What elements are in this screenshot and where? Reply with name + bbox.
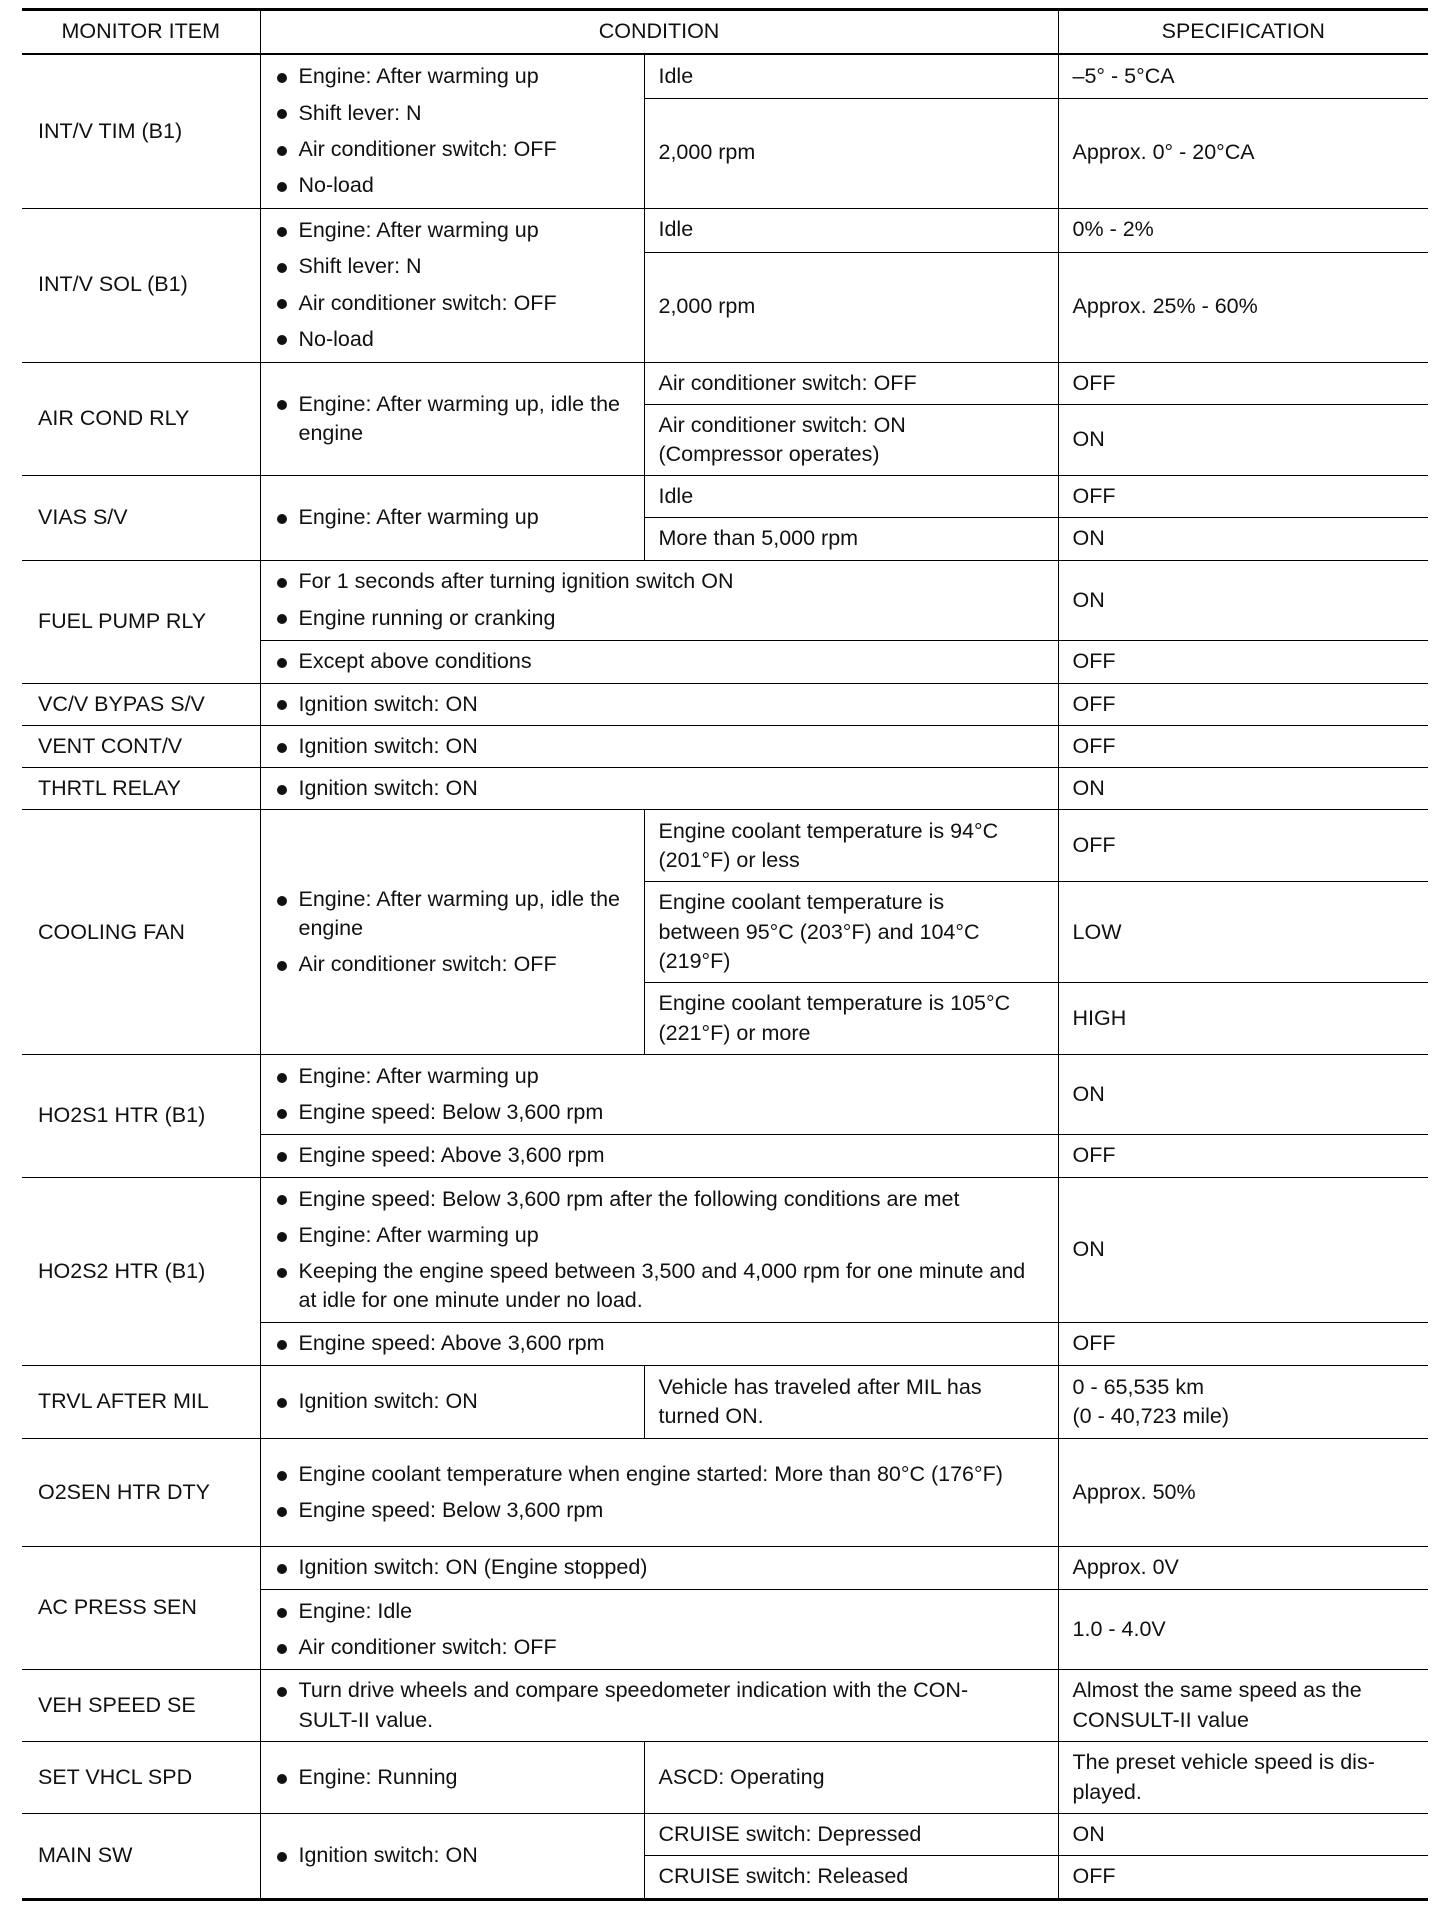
condition-cell	[260, 1742, 644, 1814]
condition-cell	[260, 1135, 1058, 1178]
sub-condition: CRUISE switch: Depressed	[644, 1814, 1058, 1856]
sub-condition: Idle	[644, 208, 1058, 252]
specification: HIGH	[1058, 983, 1428, 1055]
sub-condition: More than 5,000 rpm	[644, 518, 1058, 560]
condition-cell	[260, 810, 644, 1055]
condition-line: Turn drive wheels and compare speedometer indication with the CON-	[298, 1678, 969, 1703]
specification	[1058, 1742, 1428, 1814]
condition-bullet: Engine: After warming up	[275, 62, 630, 91]
specification: OFF	[1058, 640, 1428, 683]
specification: OFF	[1058, 362, 1428, 404]
sub-condition-line: turned ON.	[658, 1404, 764, 1429]
sub-condition	[644, 404, 1058, 475]
condition-bullet: Ignition switch: ON	[275, 690, 1044, 719]
condition-bullet: Except above conditions	[275, 647, 1044, 676]
condition-cell	[260, 683, 1058, 725]
monitor-item: INT/V SOL (B1)	[22, 208, 260, 362]
specification: ON	[1058, 1814, 1428, 1856]
condition-bullet: Air conditioner switch: OFF	[275, 1633, 1044, 1662]
condition-cell	[260, 1178, 1058, 1323]
specification-line: The preset vehicle speed is dis-	[1072, 1750, 1375, 1775]
condition-bullet: Shift lever: N	[275, 99, 630, 128]
sub-condition-line: Vehicle has traveled after MIL has	[658, 1374, 982, 1399]
monitor-spec-table	[22, 8, 1428, 1901]
table-row	[22, 1547, 1428, 1590]
specification: Approx. 0° - 20°CA	[1058, 98, 1428, 208]
condition-bullet: Engine speed: Below 3,600 rpm	[275, 1496, 1044, 1525]
specification: ON	[1058, 518, 1428, 560]
sub-condition	[644, 810, 1058, 882]
condition-cell	[260, 1366, 644, 1439]
header-monitor-item: MONITOR ITEM	[22, 10, 260, 55]
condition-cell	[260, 1323, 1058, 1366]
table-row	[22, 1670, 1428, 1742]
specification: ON	[1058, 560, 1428, 640]
condition-bullet: Engine speed: Above 3,600 rpm	[275, 1141, 1044, 1170]
sub-condition-line: (Compressor operates)	[658, 441, 880, 466]
specification: OFF	[1058, 1135, 1428, 1178]
condition-bullet: Ignition switch: ON	[275, 1841, 630, 1870]
sub-condition-line: Engine coolant temperature is 94°C	[658, 818, 999, 843]
table-row	[22, 560, 1428, 640]
specification: OFF	[1058, 1856, 1428, 1899]
specification-line: (0 - 40,723 mile)	[1072, 1404, 1230, 1429]
condition-line: SULT-II value.	[298, 1707, 434, 1732]
specification: OFF	[1058, 725, 1428, 767]
sub-condition: Idle	[644, 476, 1058, 518]
specification: ON	[1058, 1178, 1428, 1323]
table-row	[22, 810, 1428, 882]
table-row	[22, 1366, 1428, 1439]
sub-condition	[644, 1366, 1058, 1439]
table-row	[22, 54, 1428, 98]
monitor-item: TRVL AFTER MIL	[22, 1366, 260, 1439]
condition-bullet: Ignition switch: ON (Engine stopped)	[275, 1553, 1044, 1582]
monitor-item: MAIN SW	[22, 1814, 260, 1899]
specification: 0% - 2%	[1058, 208, 1428, 252]
sub-condition: Idle	[644, 54, 1058, 98]
condition-bullet: Engine: Running	[275, 1763, 630, 1792]
condition-bullet	[275, 1676, 1044, 1734]
condition-cell	[260, 1670, 1058, 1742]
table-row	[22, 1814, 1428, 1856]
specification: –5° - 5°CA	[1058, 54, 1428, 98]
condition-cell	[260, 54, 644, 208]
sub-condition-line: Engine coolant temperature is	[658, 890, 945, 915]
condition-bullet: Shift lever: N	[275, 252, 630, 281]
condition-cell	[260, 1590, 1058, 1670]
monitor-item: VC/V BYPAS S/V	[22, 683, 260, 725]
sub-condition-line: Air conditioner switch: ON	[658, 412, 906, 437]
table-row	[22, 725, 1428, 767]
table-row	[22, 208, 1428, 252]
specification: OFF	[1058, 476, 1428, 518]
condition-cell	[260, 1439, 1058, 1547]
monitor-item: VEH SPEED SE	[22, 1670, 260, 1742]
sub-condition: Air conditioner switch: OFF	[644, 362, 1058, 404]
condition-bullet: No-load	[275, 171, 630, 200]
condition-bullet: Air conditioner switch: OFF	[275, 950, 630, 979]
monitor-item: AIR COND RLY	[22, 362, 260, 476]
table-row	[22, 1178, 1428, 1323]
condition-cell	[260, 1055, 1058, 1135]
condition-bullet: Engine: After warming up, idle the engine	[275, 390, 630, 448]
monitor-item: AC PRESS SEN	[22, 1547, 260, 1670]
condition-cell	[260, 208, 644, 362]
specification-line: played.	[1072, 1779, 1142, 1804]
sub-condition: 2,000 rpm	[644, 98, 1058, 208]
condition-bullet: Ignition switch: ON	[275, 1387, 630, 1416]
sub-condition-line: (219°F)	[658, 948, 731, 973]
sub-condition-line: (221°F) or more	[658, 1020, 811, 1045]
monitor-item: FUEL PUMP RLY	[22, 560, 260, 683]
specification: 1.0 - 4.0V	[1058, 1590, 1428, 1670]
specification: Approx. 25% - 60%	[1058, 252, 1428, 362]
table-row	[22, 683, 1428, 725]
sub-condition-line: (201°F) or less	[658, 847, 800, 872]
specification	[1058, 1670, 1428, 1742]
condition-bullet: Engine coolant temperature when engine started: More than 80°C (176°F)	[275, 1460, 1044, 1489]
monitor-item: HO2S2 HTR (B1)	[22, 1178, 260, 1366]
sub-condition-line: Engine coolant temperature is 105°C	[658, 991, 1011, 1016]
monitor-item: SET VHCL SPD	[22, 1742, 260, 1814]
condition-cell	[260, 725, 1058, 767]
table-row	[22, 476, 1428, 518]
specification: Approx. 50%	[1058, 1439, 1428, 1547]
sub-condition: ASCD: Operating	[644, 1742, 1058, 1814]
condition-bullet: Ignition switch: ON	[275, 774, 1044, 803]
condition-bullet: Engine speed: Below 3,600 rpm	[275, 1098, 1044, 1127]
monitor-item: INT/V TIM (B1)	[22, 54, 260, 208]
header-specification: SPECIFICATION	[1058, 10, 1428, 55]
condition-bullet: No-load	[275, 325, 630, 354]
condition-bullet: Engine running or cranking	[275, 604, 1044, 633]
condition-cell	[260, 476, 644, 560]
condition-bullet: Engine speed: Below 3,600 rpm after the following conditions are met	[275, 1185, 1044, 1214]
monitor-item: VIAS S/V	[22, 476, 260, 560]
condition-cell	[260, 560, 1058, 640]
sub-condition: 2,000 rpm	[644, 252, 1058, 362]
condition-bullet: Engine: After warming up	[275, 216, 630, 245]
sub-condition-line: between 95°C (203°F) and 104°C	[658, 919, 980, 944]
condition-bullet: Engine: After warming up	[275, 1062, 1044, 1091]
sub-condition	[644, 882, 1058, 983]
monitor-item: COOLING FAN	[22, 810, 260, 1055]
monitor-item: THRTL RELAY	[22, 768, 260, 810]
condition-bullet: For 1 seconds after turning ignition switch ON	[275, 567, 1044, 596]
specification-line: Almost the same speed as the	[1072, 1678, 1362, 1703]
condition-bullet: Ignition switch: ON	[275, 732, 1044, 761]
condition-cell	[260, 1814, 644, 1899]
condition-cell	[260, 640, 1058, 683]
table-row	[22, 1439, 1428, 1547]
specification: OFF	[1058, 683, 1428, 725]
condition-bullet: Air conditioner switch: OFF	[275, 289, 630, 318]
specification-line: CONSULT-II value	[1072, 1707, 1249, 1732]
condition-cell	[260, 768, 1058, 810]
specification: OFF	[1058, 810, 1428, 882]
condition-bullet: Engine: Idle	[275, 1597, 1044, 1626]
specification: ON	[1058, 1055, 1428, 1135]
header-condition: CONDITION	[260, 10, 1058, 55]
condition-cell	[260, 362, 644, 476]
specification-line: 0 - 65,535 km	[1072, 1374, 1204, 1399]
condition-bullet: Engine speed: Above 3,600 rpm	[275, 1329, 1044, 1358]
sub-condition	[644, 983, 1058, 1055]
table-row	[22, 362, 1428, 404]
monitor-item: O2SEN HTR DTY	[22, 1439, 260, 1547]
condition-bullet: Air conditioner switch: OFF	[275, 135, 630, 164]
header-row	[22, 10, 1428, 55]
condition-bullet: Keeping the engine speed between 3,500 and 4,000 rpm for one minute and at idle for one minute under no load.	[275, 1257, 1044, 1315]
sub-condition: CRUISE switch: Released	[644, 1856, 1058, 1899]
monitor-item: VENT CONT/V	[22, 725, 260, 767]
specification: OFF	[1058, 1323, 1428, 1366]
table-row	[22, 768, 1428, 810]
condition-bullet: Engine: After warming up, idle the engine	[275, 885, 630, 943]
specification: LOW	[1058, 882, 1428, 983]
condition-bullet: Engine: After warming up	[275, 503, 630, 532]
specification: ON	[1058, 768, 1428, 810]
specification: ON	[1058, 404, 1428, 475]
condition-bullet: Engine: After warming up	[275, 1221, 1044, 1250]
table-row	[22, 1055, 1428, 1135]
condition-cell	[260, 1547, 1058, 1590]
table-row	[22, 1742, 1428, 1814]
monitor-item: HO2S1 HTR (B1)	[22, 1055, 260, 1178]
specification: Approx. 0V	[1058, 1547, 1428, 1590]
specification	[1058, 1366, 1428, 1439]
